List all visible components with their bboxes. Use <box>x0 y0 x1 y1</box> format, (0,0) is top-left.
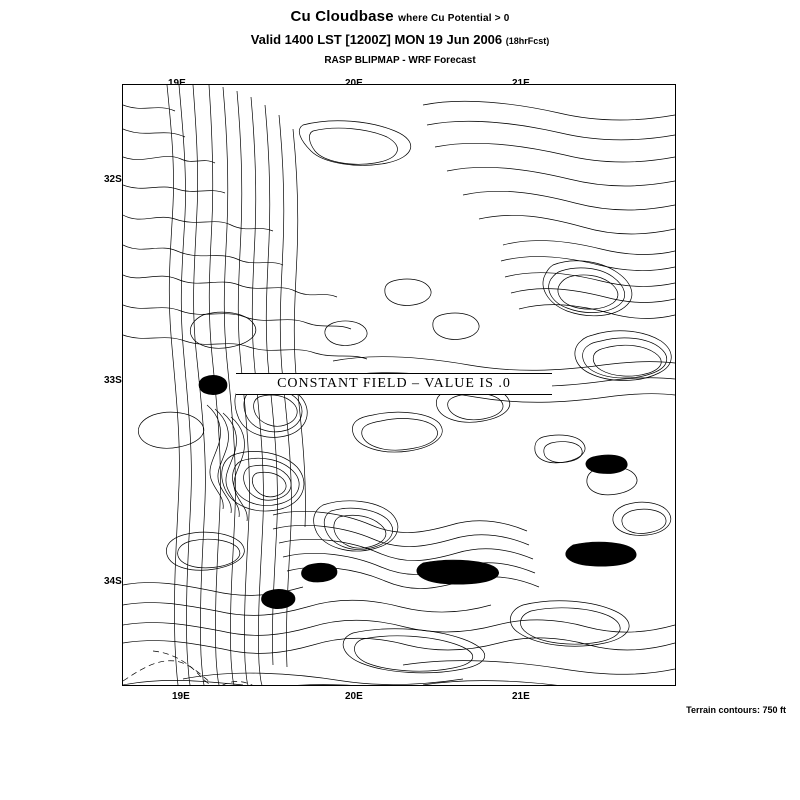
constant-field-text: CONSTANT FIELD – VALUE IS .0 <box>277 376 511 391</box>
axis-label-bottom-21e: 21E <box>512 691 530 702</box>
chart-model-line: RASP BLIPMAP - WRF Forecast <box>324 55 476 66</box>
axis-label-left-32s: 32S <box>104 174 122 185</box>
chart-title-block <box>0 8 800 68</box>
axis-label-bottom-19e: 19E <box>172 691 190 702</box>
chart-title-condition: where Cu Potential > 0 <box>398 13 510 24</box>
chart-title-main: Cu Cloudbase <box>290 8 394 25</box>
valid-time-text: Valid 1400 LST [1200Z] MON 19 Jun 2006 <box>250 32 503 47</box>
axis-label-left-33s: 33S <box>104 375 122 386</box>
constant-field-banner <box>236 373 552 395</box>
forecast-hour-text: (18hrFcst) <box>505 36 550 46</box>
terrain-contour-note: Terrain contours: 750 ft <box>686 705 786 715</box>
chart-valid-line <box>0 30 800 51</box>
axis-label-left-34s: 34S <box>104 576 122 587</box>
chart-title <box>0 8 800 27</box>
axis-label-bottom-20e: 20E <box>345 691 363 702</box>
